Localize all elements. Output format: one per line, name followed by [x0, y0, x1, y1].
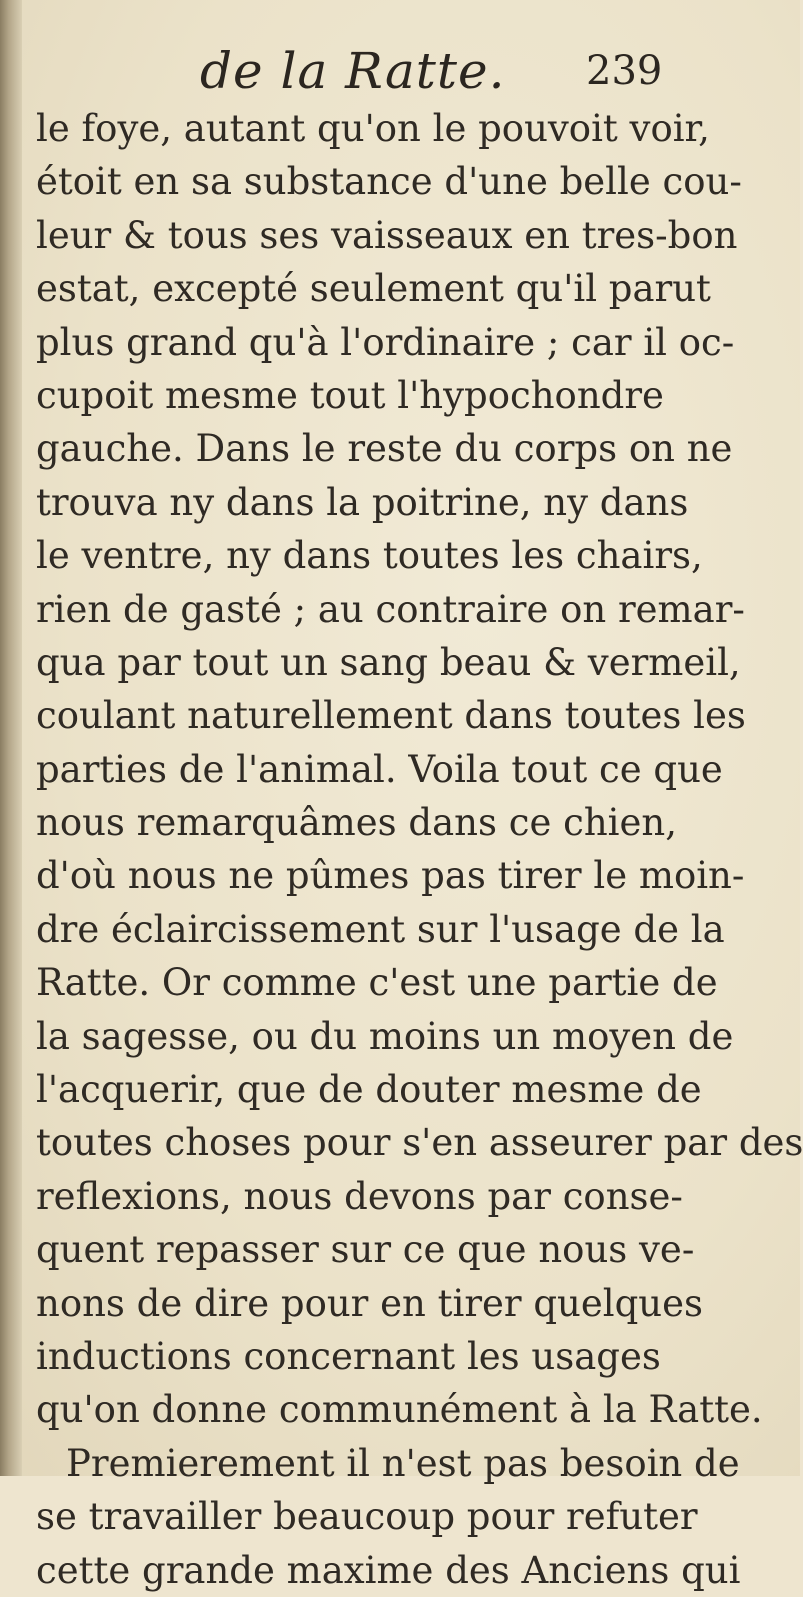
text-line: gauche. Dans le reste du corps on ne: [36, 427, 733, 471]
text-line: qu'on donne communément à la Ratte.: [36, 1388, 763, 1432]
text-line: trouva ny dans la poitrine, ny dans: [36, 480, 689, 524]
page-gutter-shadow: [0, 0, 22, 1476]
text-line: d'où nous ne pûmes pas tirer le moin-: [36, 854, 745, 898]
text-line: qua par tout un sang beau & vermeil,: [36, 640, 741, 684]
text-line: le foye, autant qu'on le pouvoit voir,: [36, 107, 710, 150]
text-line: étoit en sa substance d'une belle cou-: [36, 160, 742, 204]
text-line: cette grande maxime des Anciens qui: [36, 1548, 741, 1592]
text-line: quent repasser sur ce que nous ve-: [36, 1228, 695, 1272]
text-line: inductions concernant les usages: [36, 1334, 661, 1378]
text-line: estat, excepté seulement qu'il parut: [36, 267, 711, 311]
text-line: rien de gasté ; au contraire on remar-: [36, 587, 745, 631]
text-line: l'acquerir, que de douter mesme de: [36, 1068, 702, 1112]
text-line: se travailler beaucoup pour refuter: [36, 1495, 698, 1539]
text-line: coulant naturellement dans toutes les: [36, 694, 746, 738]
text-line: le ventre, ny dans toutes les chairs,: [36, 534, 703, 578]
text-line: nons de dire pour en tirer quelques: [36, 1281, 703, 1325]
text-line: cupoit mesme tout l'hypochondre: [36, 373, 664, 417]
body-text: [36, 102, 803, 1597]
text-line: parties de l'animal. Voila tout ce que: [36, 747, 723, 791]
running-title: de la Ratte.: [200, 42, 506, 100]
text-line: Ratte. Or comme c'est une partie de: [36, 961, 718, 1005]
text-line: leur & tous ses vaisseaux en tres-bon: [36, 213, 738, 257]
text-line: nous remarquâmes dans ce chien,: [36, 801, 677, 845]
text-line: reflexions, nous devons par conse-: [36, 1174, 683, 1218]
text-line: dre éclaircissement sur l'usage de la: [36, 907, 725, 951]
page-number: 239: [586, 48, 663, 94]
text-line: la sagesse, ou du moins un moyen de: [36, 1014, 734, 1058]
page-header: [0, 36, 800, 106]
text-line: plus grand qu'à l'ordinaire ; car il oc-: [36, 320, 735, 364]
text-line-paragraph-start: Premierement il n'est pas besoin de: [66, 1441, 740, 1485]
text-line: toutes choses pour s'en asseurer par des: [36, 1121, 803, 1165]
